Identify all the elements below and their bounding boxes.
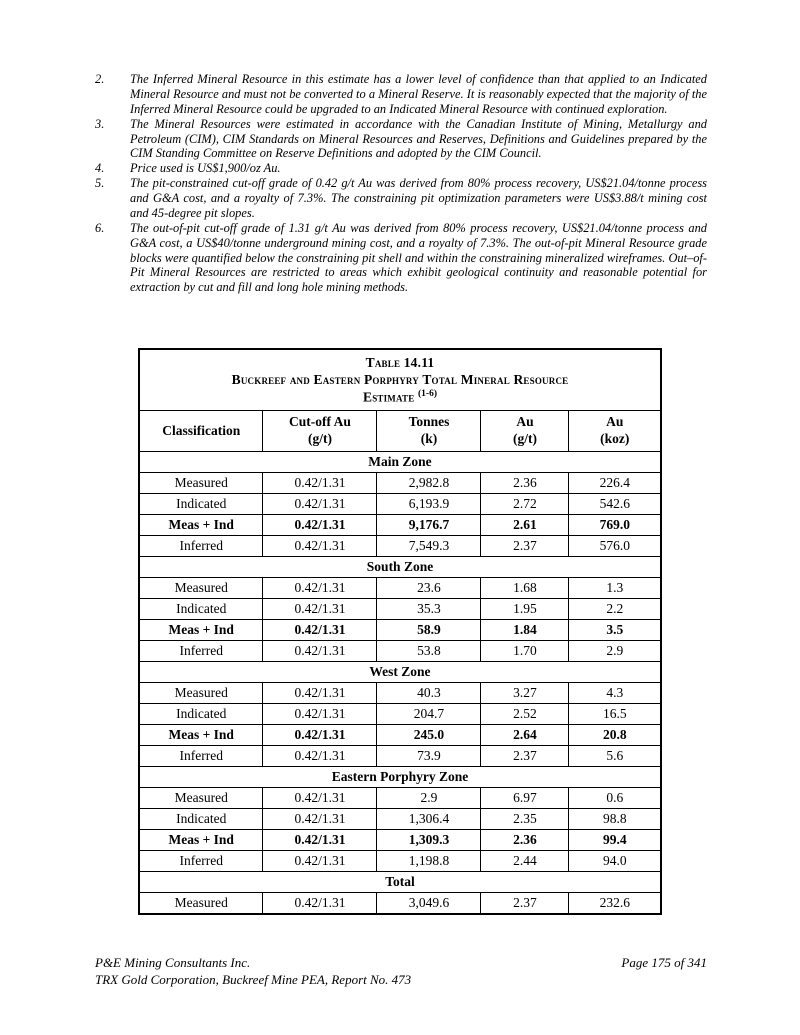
table-title-line2: Buckreef and Eastern Porphyry Total Mineral Resource bbox=[231, 371, 569, 387]
cell-classification: Inferred bbox=[139, 640, 263, 661]
cell-classification: Indicated bbox=[139, 493, 263, 514]
cell-cutoff: 0.42/1.31 bbox=[263, 892, 377, 914]
cell-au-grade: 2.37 bbox=[481, 892, 569, 914]
note-text: The pit-constrained cut-off grade of 0.42 g/t Au was derived from 80% process recovery, US$21.04/tonne process and G&A cost, and a royalty of 7.3%. The constraining pit optimization parameters were US$3.88/t mining cost and 45-degree pit slopes. bbox=[130, 176, 707, 220]
col-header-cutoff: Cut-off Au (g/t) bbox=[263, 411, 377, 452]
note-text: The out-of-pit cut-off grade of 1.31 g/t Au was derived from 80% process recovery, US$21.04/tonne process and G&A cost, a US$40/tonne underground mining cost, and a royalty of 7.3%. The out-of-pit Mineral Resource grade blocks were quantified below the constraining pit shell and within the constraining mineralized wireframes. Out–of-Pit Mineral Resources are restricted to areas which exhibit geological continuity and reasonable potential for extraction by cut and fill and long hole mining methods. bbox=[130, 220, 707, 295]
table-row bbox=[139, 682, 661, 703]
footer-line1 bbox=[95, 955, 707, 972]
resource-table-body bbox=[139, 451, 661, 914]
cell-cutoff: 0.42/1.31 bbox=[263, 598, 377, 619]
cell-cutoff: 0.42/1.31 bbox=[263, 703, 377, 724]
cell-au-grade: 3.27 bbox=[481, 682, 569, 703]
cell-au-ounces: 1.3 bbox=[569, 577, 661, 598]
cell-cutoff: 0.42/1.31 bbox=[263, 724, 377, 745]
cell-tonnes: 7,549.3 bbox=[377, 535, 481, 556]
cell-tonnes: 73.9 bbox=[377, 745, 481, 766]
note-item bbox=[95, 176, 707, 221]
footer-page-number: Page 175 of 341 bbox=[621, 955, 707, 970]
cell-classification: Measured bbox=[139, 892, 263, 914]
cell-au-ounces: 2.9 bbox=[569, 640, 661, 661]
table-row bbox=[139, 787, 661, 808]
cell-tonnes: 53.8 bbox=[377, 640, 481, 661]
cell-cutoff: 0.42/1.31 bbox=[263, 808, 377, 829]
zone-name: Total bbox=[139, 871, 661, 892]
table-row bbox=[139, 703, 661, 724]
cell-tonnes: 6,193.9 bbox=[377, 493, 481, 514]
col-header-au-koz: Au (koz) bbox=[569, 411, 661, 452]
table-title-row bbox=[139, 349, 661, 411]
table-row bbox=[139, 640, 661, 661]
cell-cutoff: 0.42/1.31 bbox=[263, 829, 377, 850]
zone-header-row bbox=[139, 451, 661, 472]
cell-tonnes: 3,049.6 bbox=[377, 892, 481, 914]
cell-classification: Indicated bbox=[139, 808, 263, 829]
cell-tonnes: 2,982.8 bbox=[377, 472, 481, 493]
zone-name: South Zone bbox=[139, 556, 661, 577]
column-header-row bbox=[139, 411, 661, 452]
cell-tonnes: 9,176.7 bbox=[377, 514, 481, 535]
cell-cutoff: 0.42/1.31 bbox=[263, 640, 377, 661]
cell-au-ounces: 20.8 bbox=[569, 724, 661, 745]
cell-au-ounces: 226.4 bbox=[569, 472, 661, 493]
cell-tonnes: 2.9 bbox=[377, 787, 481, 808]
note-number: 6. bbox=[95, 220, 105, 235]
cell-au-ounces: 3.5 bbox=[569, 619, 661, 640]
cell-au-grade: 2.36 bbox=[481, 472, 569, 493]
cell-au-ounces: 94.0 bbox=[569, 850, 661, 871]
cell-classification: Inferred bbox=[139, 745, 263, 766]
table-title bbox=[139, 349, 661, 411]
cell-au-grade: 1.68 bbox=[481, 577, 569, 598]
note-number: 3. bbox=[95, 116, 105, 131]
cell-au-grade: 1.84 bbox=[481, 619, 569, 640]
cell-cutoff: 0.42/1.31 bbox=[263, 850, 377, 871]
zone-header-row bbox=[139, 661, 661, 682]
cell-au-grade: 1.70 bbox=[481, 640, 569, 661]
cell-au-grade: 2.72 bbox=[481, 493, 569, 514]
cell-cutoff: 0.42/1.31 bbox=[263, 514, 377, 535]
cell-au-grade: 6.97 bbox=[481, 787, 569, 808]
footer-line2 bbox=[95, 972, 707, 989]
note-text: The Inferred Mineral Resource in this estimate has a lower level of confidence than that applied to an Indicated Mineral Resource and must not be converted to a Mineral Reserve. It is reasonably expected that the majority of the Inferred Mineral Resource could be upgraded to an Indicated Mineral Resource with continued exploration. bbox=[130, 72, 707, 116]
cell-cutoff: 0.42/1.31 bbox=[263, 535, 377, 556]
cell-cutoff: 0.42/1.31 bbox=[263, 787, 377, 808]
cell-au-grade: 2.64 bbox=[481, 724, 569, 745]
footnotes-section bbox=[95, 72, 707, 295]
table-row bbox=[139, 724, 661, 745]
col-header-au-gt: Au (g/t) bbox=[481, 411, 569, 452]
cell-classification: Meas + Ind bbox=[139, 829, 263, 850]
cell-classification: Meas + Ind bbox=[139, 724, 263, 745]
table-row bbox=[139, 598, 661, 619]
cell-tonnes: 1,306.4 bbox=[377, 808, 481, 829]
note-item bbox=[95, 117, 707, 162]
cell-tonnes: 35.3 bbox=[377, 598, 481, 619]
cell-classification: Measured bbox=[139, 682, 263, 703]
cell-au-ounces: 576.0 bbox=[569, 535, 661, 556]
cell-classification: Measured bbox=[139, 577, 263, 598]
table-row bbox=[139, 514, 661, 535]
table-row bbox=[139, 745, 661, 766]
cell-cutoff: 0.42/1.31 bbox=[263, 577, 377, 598]
cell-tonnes: 204.7 bbox=[377, 703, 481, 724]
zone-name: West Zone bbox=[139, 661, 661, 682]
cell-au-grade: 2.35 bbox=[481, 808, 569, 829]
cell-classification: Inferred bbox=[139, 535, 263, 556]
footer-consultant: P&E Mining Consultants Inc. bbox=[95, 955, 251, 970]
note-item bbox=[95, 72, 707, 117]
table-row bbox=[139, 472, 661, 493]
zone-header-row bbox=[139, 556, 661, 577]
table-title-line3: Estimate $^{(1-6)}$ bbox=[362, 388, 438, 405]
note-text: Price used is US$1,900/oz Au. bbox=[130, 161, 281, 176]
cell-tonnes: 1,198.8 bbox=[377, 850, 481, 871]
note-number: 4. bbox=[95, 161, 105, 176]
cell-classification: Measured bbox=[139, 787, 263, 808]
cell-tonnes: 58.9 bbox=[377, 619, 481, 640]
table-row bbox=[139, 577, 661, 598]
cell-au-grade: 2.36 bbox=[481, 829, 569, 850]
cell-classification: Meas + Ind bbox=[139, 514, 263, 535]
cell-au-grade: 2.44 bbox=[481, 850, 569, 871]
col-header-classification: Classification bbox=[139, 411, 263, 452]
zone-header-row bbox=[139, 766, 661, 787]
table-row bbox=[139, 493, 661, 514]
col-header-tonnes: Tonnes (k) bbox=[377, 411, 481, 452]
cell-tonnes: 40.3 bbox=[377, 682, 481, 703]
cell-tonnes: 245.0 bbox=[377, 724, 481, 745]
cell-au-ounces: 0.6 bbox=[569, 787, 661, 808]
zone-header-row bbox=[139, 871, 661, 892]
cell-au-ounces: 769.0 bbox=[569, 514, 661, 535]
cell-au-grade: 2.37 bbox=[481, 745, 569, 766]
cell-au-grade: 2.37 bbox=[481, 535, 569, 556]
cell-au-ounces: 4.3 bbox=[569, 682, 661, 703]
table-title-line1: Table 14.11 bbox=[365, 355, 435, 370]
page-footer bbox=[95, 955, 707, 989]
cell-au-ounces: 99.4 bbox=[569, 829, 661, 850]
table-title-superscript: (1-6) bbox=[418, 388, 438, 399]
cell-au-ounces: 98.8 bbox=[569, 808, 661, 829]
note-text: The Mineral Resources were estimated in accordance with the Canadian Institute of Mining, Metallurgy and Petroleum (CIM), CIM Standards on Mineral Resources and Reserves, Definitions and Guidelines prepared by the CIM Standing Committee on Reserve Definitions and adopted by the CIM Council. bbox=[130, 116, 707, 161]
cell-classification: Meas + Ind bbox=[139, 619, 263, 640]
cell-au-ounces: 232.6 bbox=[569, 892, 661, 914]
cell-cutoff: 0.42/1.31 bbox=[263, 619, 377, 640]
note-number: 5. bbox=[95, 176, 105, 191]
cell-au-grade: 2.61 bbox=[481, 514, 569, 535]
cell-au-grade: 1.95 bbox=[481, 598, 569, 619]
cell-cutoff: 0.42/1.31 bbox=[263, 493, 377, 514]
table-row bbox=[139, 535, 661, 556]
cell-au-ounces: 16.5 bbox=[569, 703, 661, 724]
cell-tonnes: 23.6 bbox=[377, 577, 481, 598]
mineral-resource-table bbox=[138, 348, 662, 915]
table-row bbox=[139, 619, 661, 640]
footer-report-title: TRX Gold Corporation, Buckreef Mine PEA, Report No. 473 bbox=[95, 971, 412, 987]
cell-classification: Inferred bbox=[139, 850, 263, 871]
table-row bbox=[139, 892, 661, 914]
note-item bbox=[95, 161, 707, 176]
cell-au-grade: 2.52 bbox=[481, 703, 569, 724]
zone-name: Main Zone bbox=[139, 451, 661, 472]
table-container bbox=[0, 348, 800, 915]
cell-classification: Measured bbox=[139, 472, 263, 493]
note-item bbox=[95, 221, 707, 295]
cell-cutoff: 0.42/1.31 bbox=[263, 472, 377, 493]
cell-au-ounces: 542.6 bbox=[569, 493, 661, 514]
note-number: 2. bbox=[95, 72, 105, 86]
table-row bbox=[139, 829, 661, 850]
cell-au-ounces: 5.6 bbox=[569, 745, 661, 766]
table-row bbox=[139, 850, 661, 871]
cell-classification: Indicated bbox=[139, 598, 263, 619]
cell-cutoff: 0.42/1.31 bbox=[263, 745, 377, 766]
zone-name: Eastern Porphyry Zone bbox=[139, 766, 661, 787]
cell-tonnes: 1,309.3 bbox=[377, 829, 481, 850]
cell-classification: Indicated bbox=[139, 703, 263, 724]
table-row bbox=[139, 808, 661, 829]
cell-au-ounces: 2.2 bbox=[569, 598, 661, 619]
cell-cutoff: 0.42/1.31 bbox=[263, 682, 377, 703]
